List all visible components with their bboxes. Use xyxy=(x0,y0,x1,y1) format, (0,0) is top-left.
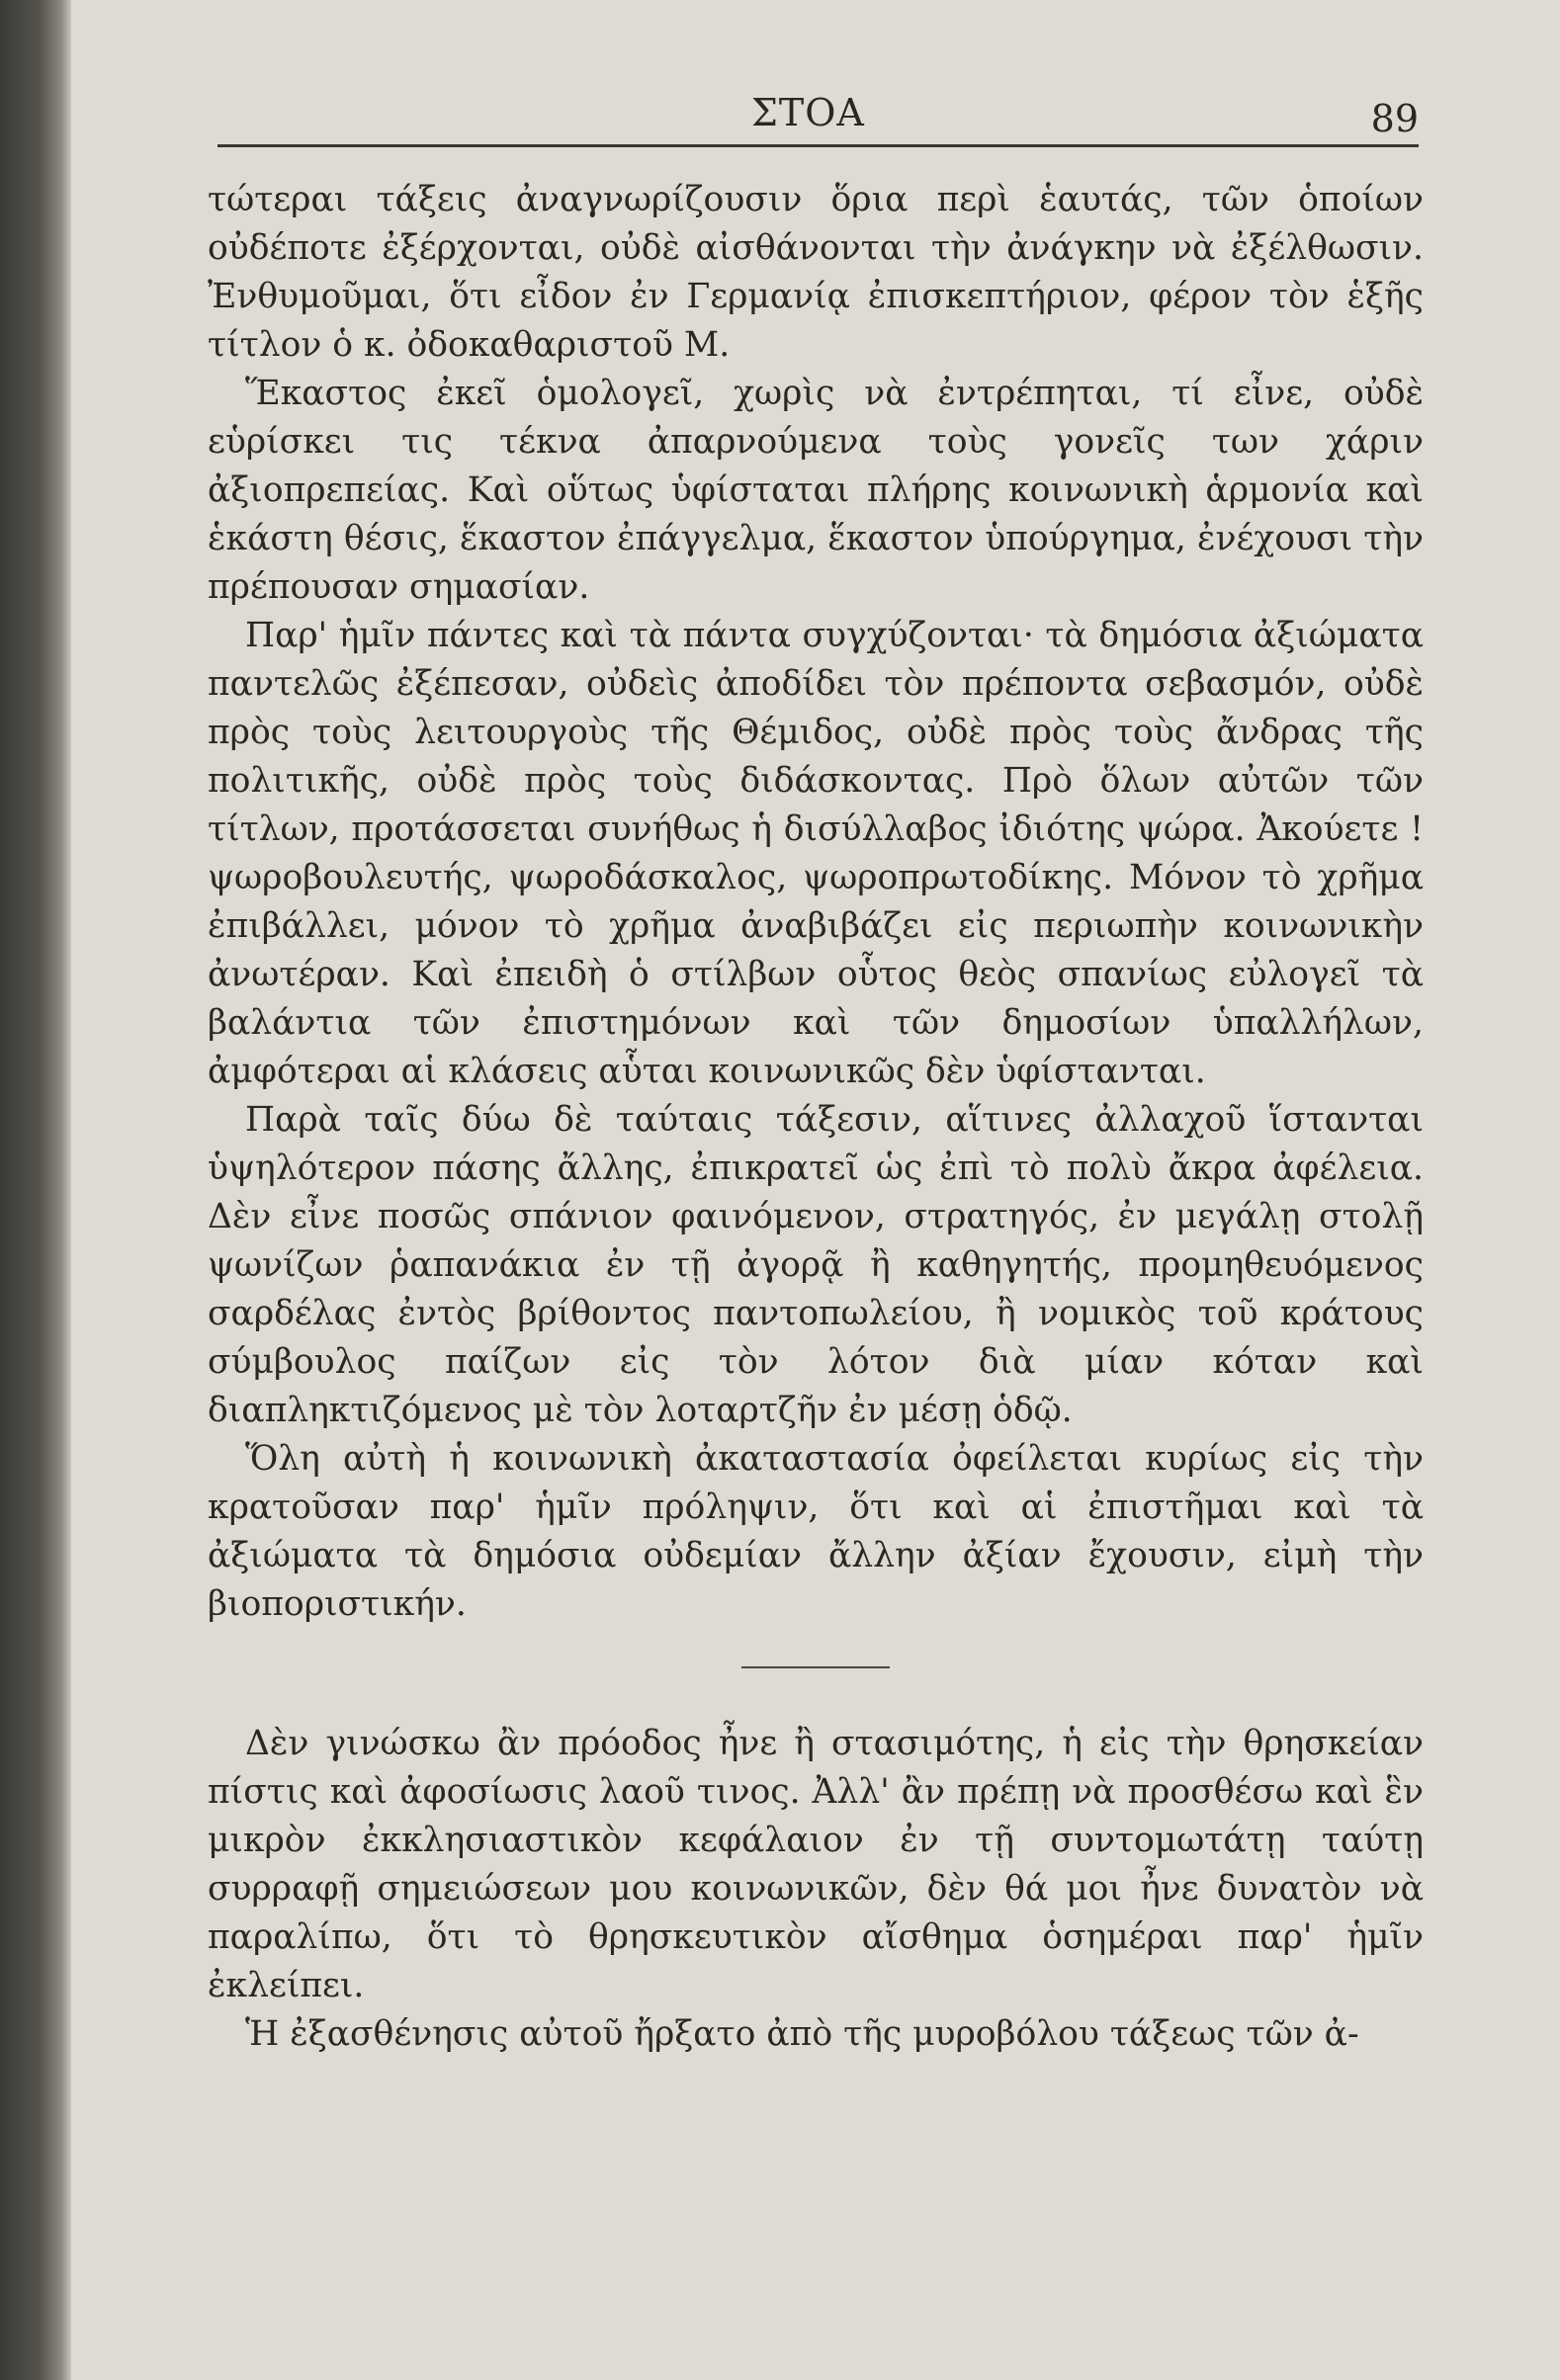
section-divider xyxy=(741,1666,890,1668)
paragraph: Παρὰ ταῖς δύω δὲ ταύταις τάξεσιν, αἵτινες ἀλλαχοῦ ἵστανται ὑψηλότερον πάσης ἄλλης, ἐπικρατεῖ ὡς ἐπὶ τὸ πολὺ ἄκρα ἀφέλεια. Δὲν εἶνε ποσῶς σπάνιον φαινόμενον, στρατηγός, ἐν μεγάλῃ στολῇ ψωνίζων ῥαπανάκια ἐν τῇ ἀγορᾷ ἢ καθηγητής, προμηθευόμενος σαρδέλας ἐντὸς βρίθοντος παντοπωλείου, ἢ νομικὸς τοῦ κράτους σύμβουλος παίζων εἰς τὸν λότον διὰ μίαν κόταν καὶ διαπληκτιζόμενος μὲ τὸν λοταρτζῆν ἐν μέσῃ ὁδῷ. xyxy=(208,1100,1424,1430)
book-binding-edge xyxy=(0,0,71,2380)
paragraph: Ἕκαστος ἐκεῖ ὁμολογεῖ, χωρὶς νὰ ἐντρέπηται, τί εἶνε, οὐδὲ εὑρίσκει τις τέκνα ἀπαρνούμενα τοὺς γονεῖς των χάριν ἀξιοπρεπείας. Καὶ οὕτως ὑφίσταται πλήρης κοινωνικὴ ἁρμονία καὶ ἑκάστη θέσις, ἕκαστον ἐπάγγελμα, ἕκαστον ὑπούργημα, ἐνέχουσι τὴν πρέπουσαν σημασίαν. xyxy=(208,374,1424,607)
paragraph: Ὅλη αὐτὴ ἡ κοινωνικὴ ἀκαταστασία ὀφείλεται κυρίως εἰς τὴν κρατοῦσαν παρ' ἡμῖν πρόληψιν, ὅτι καὶ αἱ ἐπιστῆμαι καὶ τὰ ἀξιώματα τὰ δημόσια οὐδεμίαν ἄλλην ἀξίαν ἔχουσιν, εἰμὴ τὴν βιοποριστικήν. xyxy=(208,1439,1424,1624)
paragraph: Ἡ ἐξασθένησις αὐτοῦ ἤρξατο ἀπὸ τῆς μυροβόλου τάξεως τῶν ἀ- xyxy=(245,2014,1359,2054)
page-header xyxy=(217,91,1419,150)
page-number: 89 xyxy=(1370,97,1419,140)
paragraph: Παρ' ἡμῖν πάντες καὶ τὰ πάντα συγχύζονται· τὰ δημόσια ἀξιώματα παντελῶς ἐξέπεσαν, οὐδεὶς ἀποδίδει τὸν πρέποντα σεβασμόν, οὐδὲ πρὸς τοὺς λειτουργοὺς τῆς Θέμιδος, οὐδὲ πρὸς τοὺς ἄνδρας τῆς πολιτικῆς, οὐδὲ πρὸς τοὺς διδάσκοντας. Πρὸ ὅλων αὐτῶν τῶν τίτλων, προτάσσεται συνήθως ἡ δισύλλαβος ἰδιότης ψώρα. Ἀκούετε ! ψωροβουλευτής, ψωροδάσκαλος, ψωροπρωτοδίκης. Μόνον τὸ χρῆμα ἐπιβάλλει, μόνον τὸ χρῆμα ἀναβιβάζει εἰς περιωπὴν κοινωνικὴν ἀνωτέραν. Καὶ ἐπειδὴ ὁ στίλβων οὗτος θεὸς σπανίως εὐλογεῖ τὰ βαλάντια τῶν ἐπιστημόνων καὶ τῶν δημοσίων ὑπαλλήλων, ἀμφότεραι αἱ κλάσεις αὗται κοινωνικῶς δὲν ὑφίστανται. xyxy=(208,616,1424,1091)
paragraph: Δὲν γινώσκω ἂν πρόοδος ἦνε ἢ στασιμότης, ἡ εἰς τὴν θρησκείαν πίστις καὶ ἀφοσίωσις λαοῦ τινος. Ἀλλ' ἂν πρέπῃ νὰ προσθέσω καὶ ἓν μικρὸν ἐκκλησιαστικὸν κεφάλαιον ἐν τῇ συντομωτάτῃ ταύτῃ συρραφῇ σημειώσεων μου κοινωνικῶν, δὲν θά μοι ἦνε δυνατὸν νὰ παραλίπω, ὅτι τὸ θρησκευτικὸν αἴσθημα ὁσημέραι παρ' ἡμῖν ἐκλείπει. xyxy=(208,1724,1424,2005)
body-text xyxy=(208,176,1424,2059)
header-rule xyxy=(217,144,1419,147)
running-title: ΣΤΟΑ xyxy=(751,91,865,134)
paragraph: τώτεραι τάξεις ἀναγνωρίζουσιν ὅρια περὶ ἑαυτάς, τῶν ὁποίων οὐδέποτε ἐξέρχονται, οὐδὲ αἰσθάνονται τὴν ἀνάγκην νὰ ἐξέλθωσιν. Ἐνθυμοῦμαι, ὅτι εἶδον ἐν Γερμανίᾳ ἐπισκεπτήριον, φέρον τὸν ἑξῆς τίτλον ὁ κ. ὀδοκαθαριστοῦ Μ. xyxy=(208,180,1424,365)
